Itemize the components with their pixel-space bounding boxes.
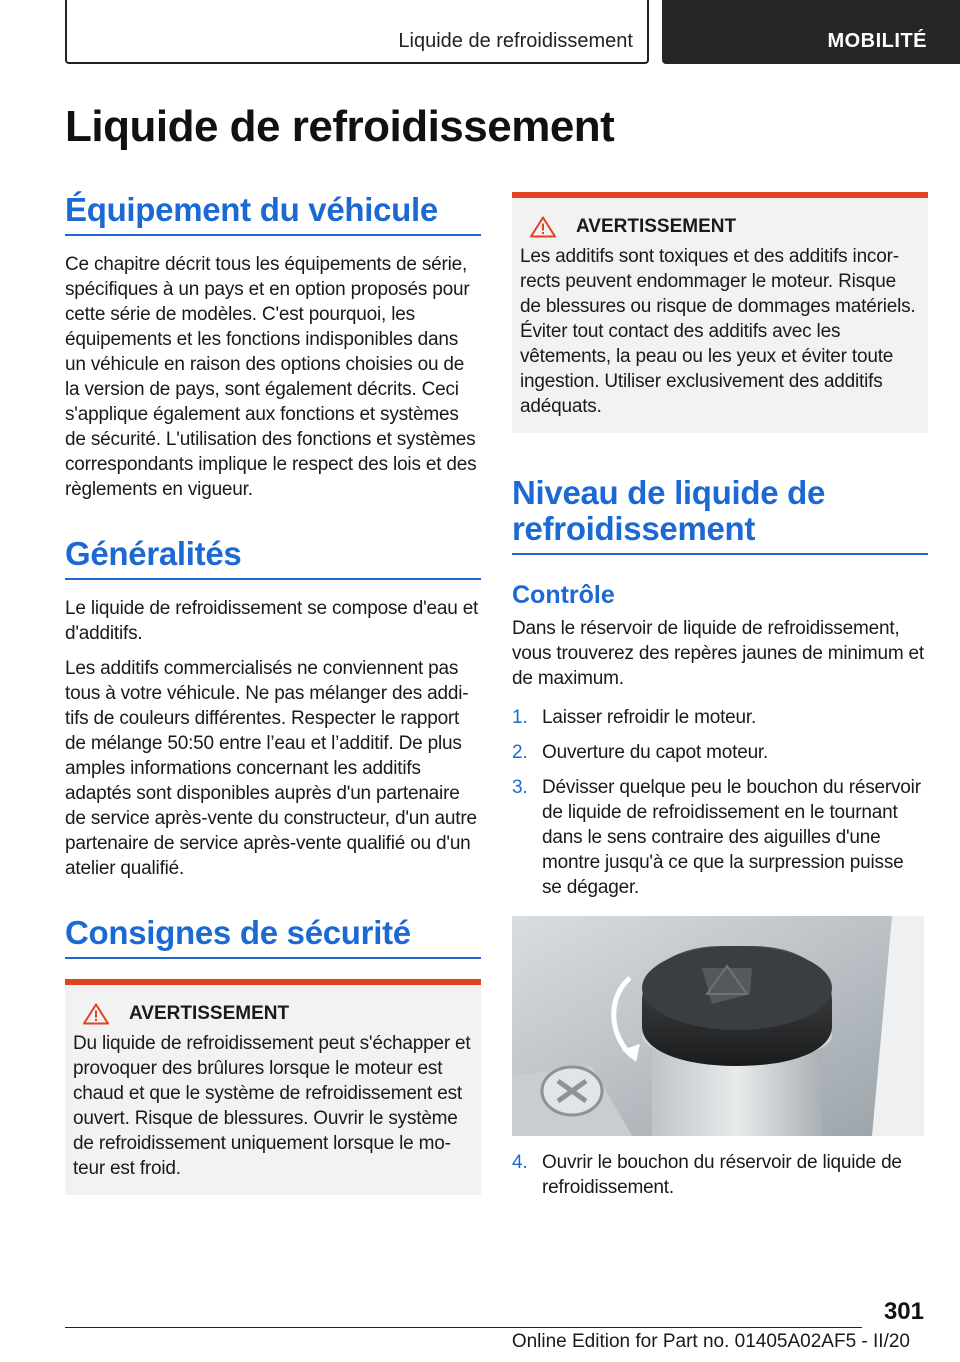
safety-heading: Consignes de sécurité [65,915,481,959]
list-item: 1. Laisser refroidir le moteur. [512,707,757,728]
page-title: Liquide de refroidissement [65,102,615,151]
warning-header [73,1003,474,1025]
list-item: 2. Ouverture du capot moteur. [512,742,769,763]
left-column [65,192,481,1195]
list-item: 3. Dévisser quelque peu le bouchon du réservoir de liquide de refroidissement en le tournant dans le sens contraire des aiguilles d'une montre jusqu'à ce que la surpression puisse se dégager. [512,777,921,898]
footer-divider [65,1327,862,1328]
warning-header [520,216,921,238]
warning-text: Du liquide de refroidissement peut s'échapper et provoquer des brûlures lorsque le moteur est chaud et que le système de refroidissement est ouvert. Risque de blessures. Ouvrir le système de refroidissement uniquement lorsque le moteur est froid. [73,1033,471,1179]
warning-triangle-icon [83,1003,109,1025]
page-number: 301 [883,1298,924,1325]
general-heading: Généralités [65,536,481,580]
warning-label: AVERTISSEMENT [576,216,737,237]
equipment-heading: Équipement du véhicule [65,192,481,236]
steps-list-continued [512,1150,928,1200]
warning-triangle-icon [530,216,556,238]
list-item: 4. Ouvrir le bouchon du réservoir de liquide de refroidissement. [512,1152,902,1198]
check-text: Dans le réservoir de liquide de refroidissement, vous trouverez des repères jaunes de minimum et de maximum. [512,618,924,689]
equipment-text: Ce chapitre décrit tous les équipements de série, spécifiques à un pays et en option proposés pour cette série de modèles. C'est pourquoi, les équipements et les fonctions indisponibles dans un véhicule en raison des options choisies ou de la version de pays, sont également décrits. Ceci s'applique également aux fonctions et systèmes de sécurité. L'utilisation des fonctions et systèmes correspondants implique le respect des lois et des règlements en vigueur. [65,254,477,500]
edition-text: Online Edition for Part no. 01405A02AF5 - II/20 [511,1331,910,1352]
general-text-1: Le liquide de refroidissement se compose d'eau et d'additifs. [65,598,479,644]
header-section-tab [662,0,960,64]
header-chapter-title: Liquide de refroidissement [398,30,633,52]
steps-list [512,705,928,900]
header-section-label: MOBILITÉ [827,30,927,52]
coolant-level-heading: Niveau de liquide de refroidissement [512,475,928,555]
right-column [512,192,928,1210]
check-heading: Contrôle [512,581,615,609]
coolant-cap-photo [512,916,924,1136]
general-text-2: Les additifs commercialisés ne conviennent pas tous à votre véhicule. Ne pas mélanger des additifs de couleurs différentes. Respecter le rapport de mélange 50:50 entre l’eau et l’additif. De plus amples informations concernant les additifs adaptés sont disponibles auprès d'un partenaire de service après-vente du constructeur, d'un autre partenaire de service après-vente qualifié ou d'un atelier qualifié. [65,658,477,879]
warning-label: AVERTISSEMENT [129,1003,290,1024]
warning-text: Les additifs sont toxiques et des additifs incorrects peuvent endommager le moteur. Risque de blessures ou risque de dommages matériels. Éviter tout contact des additifs avec les vêtements, la peau ou les yeux et éviter toute ingestion. Utiliser exclusivement des additifs adéquats. [520,246,916,417]
safety-warning-box [65,979,481,1195]
additives-warning-box [512,192,928,433]
header-chapter-tab [65,0,649,64]
